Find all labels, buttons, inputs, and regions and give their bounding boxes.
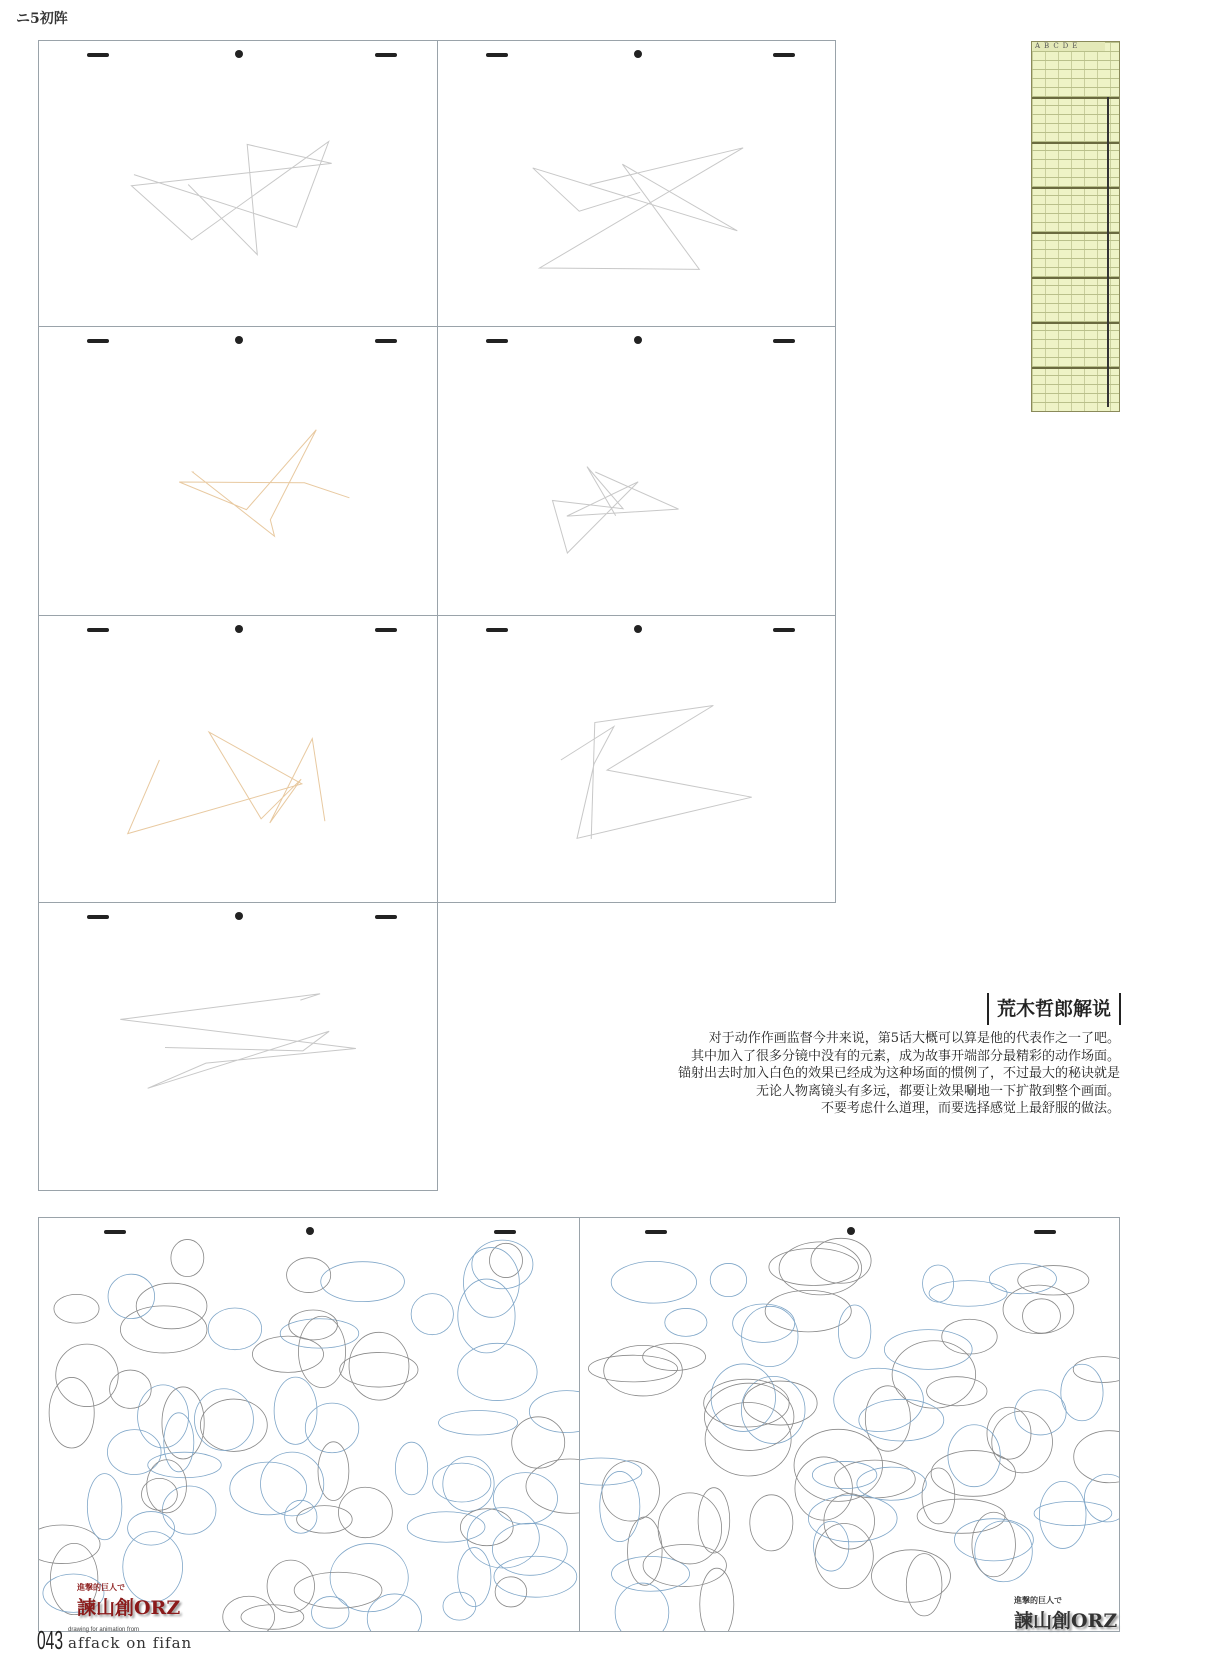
cloud-stroke — [1023, 1299, 1061, 1333]
divider — [1032, 187, 1119, 189]
pencil-sketch — [39, 1218, 579, 1631]
cloud-stroke — [321, 1262, 405, 1302]
pencil-sketch — [438, 41, 835, 326]
cloud-stroke — [294, 1572, 382, 1608]
logo-small-text: 進撃的巨人で — [77, 1582, 125, 1592]
cloud-stroke — [927, 1377, 987, 1406]
cloud-stroke — [704, 1383, 793, 1450]
pencil-sketch — [438, 616, 835, 902]
logo-big-text: 諫山創ORZ — [77, 1597, 181, 1619]
cloud-stroke — [987, 1407, 1031, 1459]
pencil-sketch — [580, 1218, 1119, 1631]
cloud-stroke — [665, 1308, 707, 1336]
cloud-stroke — [56, 1344, 119, 1406]
commentary-line: 锚射出去时加入白色的效果已经成为这种场面的惯例了，不过最大的秘诀就是 — [677, 1066, 1120, 1081]
cloud-stroke — [49, 1377, 94, 1448]
cloud-stroke — [989, 1264, 1056, 1294]
cloud-stroke — [171, 1239, 204, 1276]
sketch-stroke — [552, 467, 678, 553]
sketch-stroke — [128, 732, 325, 834]
cloud-stroke — [274, 1377, 317, 1444]
cloud-stroke — [954, 1519, 1033, 1561]
cloud-stroke — [580, 1458, 642, 1485]
footer-subtitle: drawing for animation from — [68, 1627, 140, 1633]
cloud-stroke — [339, 1487, 393, 1537]
cloud-stroke — [162, 1486, 216, 1534]
drawing-panel — [437, 615, 836, 903]
cloud-stroke — [643, 1343, 706, 1370]
cloud-stroke — [340, 1352, 418, 1387]
cloud-stroke — [922, 1468, 955, 1524]
cloud-stroke — [923, 1265, 954, 1302]
cloud-stroke — [493, 1473, 557, 1524]
page-number: 043 — [37, 1625, 64, 1655]
sketch-stroke — [533, 148, 743, 270]
cloud-stroke — [794, 1429, 883, 1501]
cloud-stroke — [884, 1330, 972, 1370]
cloud-stroke — [110, 1370, 152, 1408]
cloud-stroke — [931, 1451, 1015, 1497]
timesheet — [1031, 41, 1120, 412]
cloud-stroke — [1034, 1501, 1112, 1525]
cloud-stroke — [779, 1242, 862, 1295]
cloud-stroke — [280, 1319, 359, 1348]
commentary-line: 不要考虑什么道理，而要选择感觉上最舒服的做法。 — [820, 1101, 1120, 1116]
cloud-stroke — [200, 1399, 267, 1451]
cloud-stroke — [859, 1399, 944, 1441]
sketch-stroke — [179, 430, 349, 536]
cloud-stroke — [407, 1512, 485, 1543]
pencil-sketch — [39, 41, 437, 326]
footer-title: affack on fifan — [68, 1634, 193, 1652]
cloud-stroke — [349, 1332, 409, 1400]
cloud-stroke — [494, 1556, 577, 1597]
logo-right — [1014, 1595, 1117, 1633]
cloud-stroke — [611, 1261, 696, 1303]
divider — [1032, 142, 1119, 144]
cloud-stroke — [495, 1577, 527, 1607]
cloud-stroke — [835, 1460, 916, 1498]
cloud-stroke — [489, 1243, 522, 1277]
cloud-stroke — [769, 1248, 859, 1285]
cloud-stroke — [267, 1560, 314, 1612]
cloud-stroke — [298, 1316, 345, 1387]
cloud-stroke — [1018, 1266, 1089, 1295]
cloud-stroke — [815, 1523, 873, 1588]
logo-small-text: 進撃的巨人で — [1014, 1595, 1062, 1605]
cloud-stroke — [512, 1417, 565, 1468]
cloud-stroke — [1061, 1364, 1103, 1421]
pencil-sketch — [39, 903, 437, 1190]
cloud-stroke — [472, 1240, 533, 1289]
cloud-stroke — [658, 1493, 722, 1564]
cloud-stroke — [223, 1596, 275, 1631]
divider — [1032, 367, 1119, 369]
logo-big-text: 諫山創ORZ — [1014, 1610, 1118, 1632]
commentary-line: 其中加入了很多分镜中没有的元素，成为故事开端部分最精彩的动作场面。 — [690, 1048, 1120, 1064]
pencil-sketch — [39, 327, 437, 615]
cloud-stroke — [138, 1385, 189, 1448]
cloud-stroke — [147, 1460, 187, 1513]
cloud-stroke — [439, 1411, 518, 1435]
pencil-sketch — [438, 327, 835, 615]
cloud-stroke — [906, 1554, 942, 1616]
cloud-stroke — [765, 1290, 851, 1331]
cloud-stroke — [813, 1521, 848, 1571]
drawing-panel — [38, 902, 438, 1191]
cloud-stroke — [107, 1430, 161, 1475]
cloud-stroke — [1084, 1474, 1119, 1522]
cloud-stroke — [733, 1304, 795, 1342]
cloud-stroke — [948, 1425, 1000, 1487]
cloud-stroke — [287, 1258, 331, 1293]
commentary-text — [560, 1030, 1120, 1118]
drawing-panel — [579, 1217, 1120, 1632]
cloud-stroke — [289, 1310, 338, 1340]
cloud-stroke — [297, 1506, 353, 1534]
drawing-panel — [437, 326, 836, 616]
cloud-stroke — [529, 1391, 579, 1433]
cloud-stroke — [838, 1305, 870, 1358]
cloud-stroke — [54, 1294, 99, 1323]
cloud-stroke — [526, 1459, 579, 1513]
divider — [1032, 322, 1119, 324]
cloud-stroke — [208, 1308, 261, 1350]
cloud-stroke — [710, 1263, 746, 1296]
drawing-panel — [38, 615, 438, 903]
cloud-stroke — [704, 1379, 789, 1427]
logo-left — [77, 1582, 180, 1620]
cloud-stroke — [463, 1248, 519, 1318]
cloud-stroke — [700, 1568, 734, 1631]
cloud-stroke — [628, 1517, 663, 1585]
drawing-panel — [38, 326, 438, 616]
cloud-stroke — [602, 1461, 660, 1521]
sketch-stroke — [561, 705, 752, 838]
timesheet-columns: ABCDE — [1032, 42, 1105, 51]
cloud-stroke — [857, 1467, 926, 1500]
chapter-label: ニ5初阵 — [16, 11, 68, 27]
cloud-stroke — [698, 1488, 730, 1553]
cloud-stroke — [742, 1306, 798, 1366]
sketch-stroke — [131, 142, 331, 255]
cloud-stroke — [992, 1411, 1053, 1473]
cloud-stroke — [108, 1274, 155, 1318]
drawing-panel — [437, 40, 836, 327]
cloud-stroke — [120, 1306, 207, 1353]
cloud-stroke — [1073, 1357, 1119, 1383]
cloud-stroke — [872, 1550, 951, 1602]
drawing-panel — [38, 1217, 580, 1632]
pencil-sketch — [39, 616, 437, 902]
cloud-stroke — [194, 1389, 253, 1451]
commentary-line: 对于动作作画监督今井来说，第5话大概可以算是他的代表作之一了吧。 — [708, 1031, 1120, 1046]
cloud-stroke — [128, 1512, 175, 1546]
cloud-stroke — [972, 1512, 1016, 1577]
divider — [1032, 97, 1119, 99]
cloud-stroke — [812, 1461, 876, 1488]
cloud-stroke — [312, 1597, 350, 1629]
cloud-stroke — [588, 1355, 677, 1382]
divider — [1032, 232, 1119, 234]
cloud-stroke — [750, 1495, 793, 1551]
cloud-stroke — [808, 1495, 897, 1542]
cloud-stroke — [865, 1386, 910, 1451]
cloud-stroke — [305, 1403, 358, 1453]
cloud-stroke — [252, 1336, 323, 1372]
cloud-stroke — [929, 1281, 1007, 1307]
cloud-stroke — [433, 1463, 491, 1502]
drawing-panel — [38, 40, 438, 327]
cloud-stroke — [615, 1583, 669, 1631]
cloud-stroke — [458, 1279, 515, 1353]
cloud-stroke — [164, 1413, 194, 1472]
cloud-stroke — [411, 1294, 453, 1335]
cloud-stroke — [230, 1462, 307, 1515]
cloud-stroke — [395, 1442, 427, 1495]
cloud-stroke — [942, 1319, 997, 1354]
cloud-stroke — [162, 1387, 204, 1459]
cloud-stroke — [1039, 1481, 1086, 1548]
hold-line — [1107, 97, 1109, 407]
commentary-line: 无论人物离镜头有多远，都要让效果唰地一下扩散到整个画面。 — [755, 1083, 1120, 1099]
cloud-stroke — [492, 1523, 567, 1575]
divider — [1032, 277, 1119, 279]
cloud-stroke — [87, 1474, 122, 1540]
sketch-stroke — [120, 994, 356, 1089]
cloud-stroke — [285, 1500, 317, 1533]
cloud-stroke — [261, 1452, 324, 1516]
cloud-stroke — [458, 1343, 537, 1400]
commentary-heading: 荒木哲郎解说 — [987, 993, 1121, 1025]
